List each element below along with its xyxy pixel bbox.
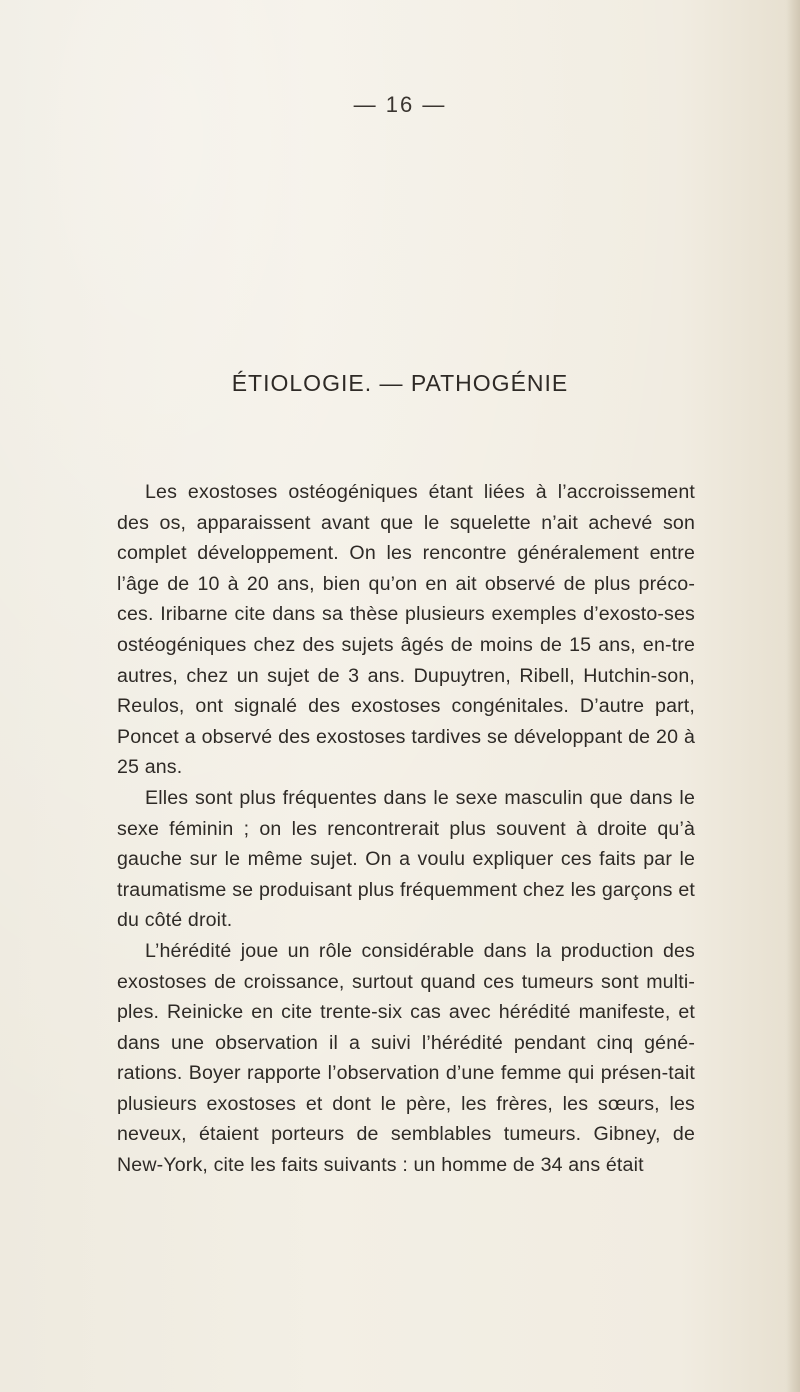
body-text <box>117 477 695 1181</box>
paragraph-age-of-onset: Les exostoses ostéogéniques étant liées à l’accroissement des os, apparaissent avant que le squelette n’ait achevé son complet développement. On les rencontre généralement entre l’âge de 10 à 20 ans, bien qu’on en ait observé de plus préco-ces. Iribarne cite dans sa thèse plusieurs exemples d’exosto-ses ostéogéniques chez des sujets âgés de moins de 15 ans, en-tre autres, chez un sujet de 3 ans. Dupuytren, Ribell, Hutchin-son, Reulos, ont signalé des exostoses congénitales. D’autre part, Poncet a observé des exostoses tardives se développant de 20 à 25 ans. <box>117 481 695 779</box>
paragraph-heredity: L’hérédité joue un rôle considérable dans la production des exostoses de croissance, surtout quand ces tumeurs sont multi-ples. Reinicke en cite trente-six cas avec hérédité manifeste, et dans une observation il a suivi l’hérédité pendant cinq géné-rations. Boyer rapporte l’observation d’une femme qui présen-tait plusieurs exostoses et dont le père, les frères, les sœurs, les neveux, étaient porteurs de semblables tumeurs. Gibney, de New-York, cite les faits suivants : un homme de 34 ans était <box>117 939 695 1177</box>
chapter-title: ÉTIOLOGIE. — PATHOGÉNIE <box>231 370 569 396</box>
paragraph-sex-distribution: Elles sont plus fréquentes dans le sexe masculin que dans le sexe féminin ; on les rencontrerait plus souvent à droite qu’à gauche sur le même sujet. On a voulu expliquer ces faits par le traumatisme se produisant plus fréquemment chez les garçons et du côté droit. <box>117 786 695 932</box>
page-edge-shadow <box>786 0 800 1392</box>
page-number: — 16 — <box>353 92 447 117</box>
